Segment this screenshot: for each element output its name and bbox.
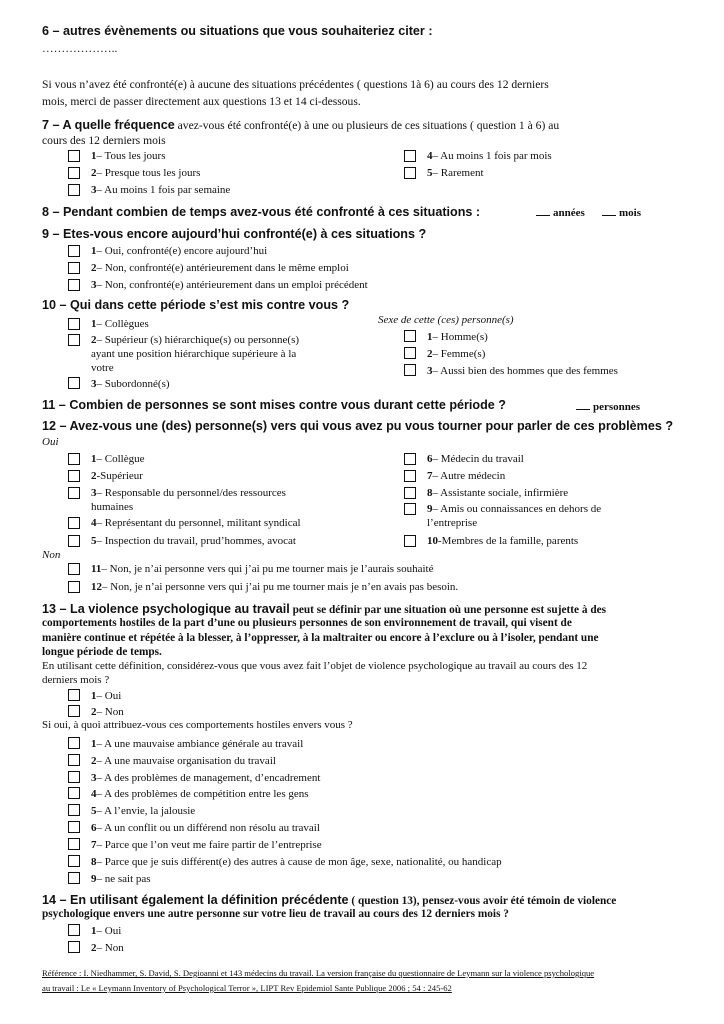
q10-option-1-checkbox[interactable] <box>68 318 80 330</box>
q12-option-11-label: 11– Non, je n’ai personne vers qui j’ai pu me tourner mais je l’aurais souhaité <box>91 563 434 575</box>
q13-definition-line4: longue période de temps. <box>42 646 162 658</box>
q14-yes-label: 1– Oui <box>91 925 122 937</box>
q13-cause-2-label: 2– A une mauvaise organisation du travail <box>91 755 276 767</box>
q13-cause-9-checkbox[interactable] <box>68 872 80 884</box>
q13-cause-7-label: 7– Parce que l’on veut me faire partir de l’entreprise <box>91 839 322 851</box>
q12-option-10-label: 10-Membres de la famille, parents <box>427 535 579 547</box>
q12-option-7-label: 7– Autre médecin <box>427 470 506 482</box>
q14-yes-checkbox[interactable] <box>68 924 80 936</box>
q7-option-4-label: 4– Au moins 1 fois par mois <box>427 150 552 162</box>
q12-option-10-checkbox[interactable] <box>404 535 416 547</box>
q10-option-2-checkbox[interactable] <box>68 334 80 346</box>
q12-option-5-label: 5– Inspection du travail, prud’hommes, avocat <box>91 535 296 547</box>
q9-option-1-label: 1– Oui, confronté(e) encore aujourd’hui <box>91 245 268 257</box>
q10-sex-option-2-checkbox[interactable] <box>404 347 416 359</box>
q13-cause-4-label: 4– A des problèmes de compétition entre les gens <box>91 788 309 800</box>
q12-yes-label: Oui <box>42 436 59 448</box>
q12-title: 12 – Avez-vous une (des) personne(s) vers qui vous avez pu vous tourner pour parler de ces problèmes ? <box>42 419 674 433</box>
reference-line1: Référence : I. Niedhammer, S. David, S. Degioanni et 143 médecins du travail. La version française du questionnaire de Leymann sur la violence psychologique <box>42 968 595 978</box>
q13-cause-9-label: 9– ne sait pas <box>91 873 151 885</box>
q13-no-checkbox[interactable] <box>68 705 80 717</box>
q11-count-field[interactable]: personnes <box>576 400 640 413</box>
q10-sex-option-1-label: 1– Homme(s) <box>427 331 488 343</box>
q13-question-line2: derniers mois ? <box>42 674 110 686</box>
q14-no-label: 2– Non <box>91 942 124 954</box>
q14-no-checkbox[interactable] <box>68 941 80 953</box>
q10-sex-option-2-label: 2– Femme(s) <box>427 348 486 360</box>
q12-option-4-label: 4– Représentant du personnel, militant syndical <box>91 517 301 529</box>
q13-cause-3-checkbox[interactable] <box>68 771 80 783</box>
q10-option-3-checkbox[interactable] <box>68 377 80 389</box>
q10-option-2-label-line2: ayant une position hiérarchique supérieure à la <box>91 348 297 360</box>
q10-sex-option-1-checkbox[interactable] <box>404 330 416 342</box>
q12-option-9-label-line2: l’entreprise <box>427 517 478 529</box>
q7-option-2-label: 2– Presque tous les jours <box>91 167 201 179</box>
q7-option-3-label: 3– Au moins 1 fois par semaine <box>91 184 231 196</box>
q12-no-label: Non <box>42 549 61 561</box>
q12-option-6-checkbox[interactable] <box>404 453 416 465</box>
q10-option-1-label: 1– Collègues <box>91 318 149 330</box>
q7-option-1-label: 1– Tous les jours <box>91 150 166 162</box>
q13-cause-2-checkbox[interactable] <box>68 754 80 766</box>
q13-no-label: 2– Non <box>91 706 124 718</box>
q12-option-8-label: 8– Assistante sociale, infirmière <box>427 487 569 499</box>
q12-option-9-checkbox[interactable] <box>404 503 416 515</box>
q7-option-1-checkbox[interactable] <box>68 150 80 162</box>
q14-title <box>42 893 616 907</box>
q12-option-12-label: 12– Non, je n’ai personne vers qui j’ai pu me tourner mais je n’en avais pas besoin. <box>91 581 459 593</box>
q14-title-rest: ( question 13), pensez-vous avoir été témoin de violence <box>348 895 617 907</box>
skip-note-line1: Si vous n’avez été confronté(e) à aucune des situations précédentes ( questions 1à 6) au cours des 12 derniers <box>42 78 549 91</box>
q14-title-bold: 14 – En utilisant également la définition précédente <box>42 893 349 907</box>
q13-if-yes: Si oui, à quoi attribuez-vous ces comportements hostiles envers vous ? <box>42 719 353 731</box>
q7-option-4-checkbox[interactable] <box>404 150 416 162</box>
q13-title-rest: peut se définir par une situation où une personne est sujette à des <box>289 604 607 616</box>
q7-option-2-checkbox[interactable] <box>68 167 80 179</box>
q13-title-bold: 13 – La violence psychologique au travail <box>42 602 290 616</box>
q13-cause-1-checkbox[interactable] <box>68 737 80 749</box>
q12-option-3-label-line2: humaines <box>91 501 134 513</box>
q9-option-3-label: 3– Non, confronté(e) antérieurement dans un emploi précédent <box>91 279 368 291</box>
q13-cause-6-checkbox[interactable] <box>68 821 80 833</box>
q9-option-2-checkbox[interactable] <box>68 262 80 274</box>
q7-title-rest: avez-vous été confronté(e) à une ou plusieurs de ces situations ( question 1 à 6) au <box>174 119 560 132</box>
q13-cause-6-label: 6– A un conflit ou un différend non résolu au travail <box>91 822 320 834</box>
q10-option-2-label-line3: votre <box>91 362 114 374</box>
q11-title: 11 – Combien de personnes se sont mises contre vous durant cette période ? <box>42 398 507 412</box>
q12-option-3-label: 3– Responsable du personnel/des ressources <box>91 487 286 499</box>
q10-sex-label: Sexe de cette (ces) personne(s) <box>378 314 514 326</box>
q7-option-5-label: 5– Rarement <box>427 167 484 179</box>
q13-yes-checkbox[interactable] <box>68 689 80 701</box>
q12-option-7-checkbox[interactable] <box>404 470 416 482</box>
q10-option-2-label: 2– Supérieur (s) hiérarchique(s) ou personne(s) <box>91 334 300 346</box>
q7-option-3-checkbox[interactable] <box>68 184 80 196</box>
q10-sex-option-3-checkbox[interactable] <box>404 364 416 376</box>
q12-option-6-label: 6– Médecin du travail <box>427 453 524 465</box>
q8-months-field[interactable]: mois <box>602 206 641 219</box>
q12-option-4-checkbox[interactable] <box>68 517 80 529</box>
q6-title: 6 – autres évènements ou situations que vous souhaiteriez citer : <box>42 24 433 38</box>
q8-title: 8 – Pendant combien de temps avez-vous été confronté à ces situations : <box>42 205 481 219</box>
q13-cause-8-label: 8– Parce que je suis différent(e) des autres à cause de mon âge, sexe, nationalité, ou handicap <box>91 856 502 868</box>
q13-cause-4-checkbox[interactable] <box>68 787 80 799</box>
q7-option-5-checkbox[interactable] <box>404 167 416 179</box>
q12-option-2-checkbox[interactable] <box>68 470 80 482</box>
reference-line2: au travail : Le « Leymann Inventory of Psychological Terror », LIPT Rev Epidemiol Sante Publique 2006 ; 54 : 245-62 <box>42 983 452 993</box>
q13-cause-1-label: 1– A une mauvaise ambiance générale au travail <box>91 738 304 750</box>
q12-option-2-label: 2-Supérieur <box>91 470 143 482</box>
q12-option-1-checkbox[interactable] <box>68 453 80 465</box>
q13-yes-label: 1– Oui <box>91 690 122 702</box>
q8-years-field[interactable]: années <box>536 206 585 219</box>
q13-cause-3-label: 3– A des problèmes de management, d’encadrement <box>91 772 321 784</box>
q9-title: 9 – Etes-vous encore aujourd’hui confronté(e) à ces situations ? <box>42 227 427 241</box>
q13-title <box>42 602 606 616</box>
q10-option-3-label: 3– Subordonné(s) <box>91 378 170 390</box>
q10-sex-option-3-label: 3– Aussi bien des hommes que des femmes <box>427 365 618 377</box>
q13-definition-line2: comportements hostiles de la part d’une ou plusieurs personnes de son environnement de travail, qui visent de <box>42 617 572 629</box>
skip-note-line2: mois, merci de passer directement aux questions 13 et 14 ci-dessous. <box>42 95 361 108</box>
q6-answer-dots: ……………….. <box>42 42 118 55</box>
q7-title-line2: cours des 12 derniers mois <box>42 134 166 147</box>
q14-title-line2: psychologique envers une autre personne sur votre lieu de travail au cours des 12 derniers mois ? <box>42 908 509 920</box>
q12-option-9-label: 9– Amis ou connaissances en dehors de <box>427 503 602 515</box>
q7-title-bold: 7 – A quelle fréquence <box>42 118 175 132</box>
q13-cause-5-checkbox[interactable] <box>68 804 80 816</box>
q12-option-8-checkbox[interactable] <box>404 487 416 499</box>
q12-option-11-checkbox[interactable] <box>68 563 80 575</box>
q12-option-1-label: 1– Collègue <box>91 453 145 465</box>
q9-option-2-label: 2– Non, confronté(e) antérieurement dans le même emploi <box>91 262 349 274</box>
q12-option-3-checkbox[interactable] <box>68 487 80 499</box>
q9-option-3-checkbox[interactable] <box>68 279 80 291</box>
q12-option-5-checkbox[interactable] <box>68 535 80 547</box>
q13-cause-7-checkbox[interactable] <box>68 838 80 850</box>
q13-question-line1: En utilisant cette définition, considérez-vous que vous avez fait l’objet de violence psychologique au travail au cours des 12 <box>42 660 588 672</box>
q10-title: 10 – Qui dans cette période s’est mis contre vous ? <box>42 298 350 312</box>
q13-cause-5-label: 5– A l’envie, la jalousie <box>91 805 196 817</box>
q12-option-12-checkbox[interactable] <box>68 581 80 593</box>
q13-cause-8-checkbox[interactable] <box>68 855 80 867</box>
q13-definition-line3: manière continue et répétée à la blesser, à l’oppresser, à la maltraiter ou encore à l’exclure ou à l’isoler, pendant une <box>42 632 599 644</box>
q7-title <box>42 118 559 132</box>
q9-option-1-checkbox[interactable] <box>68 245 80 257</box>
